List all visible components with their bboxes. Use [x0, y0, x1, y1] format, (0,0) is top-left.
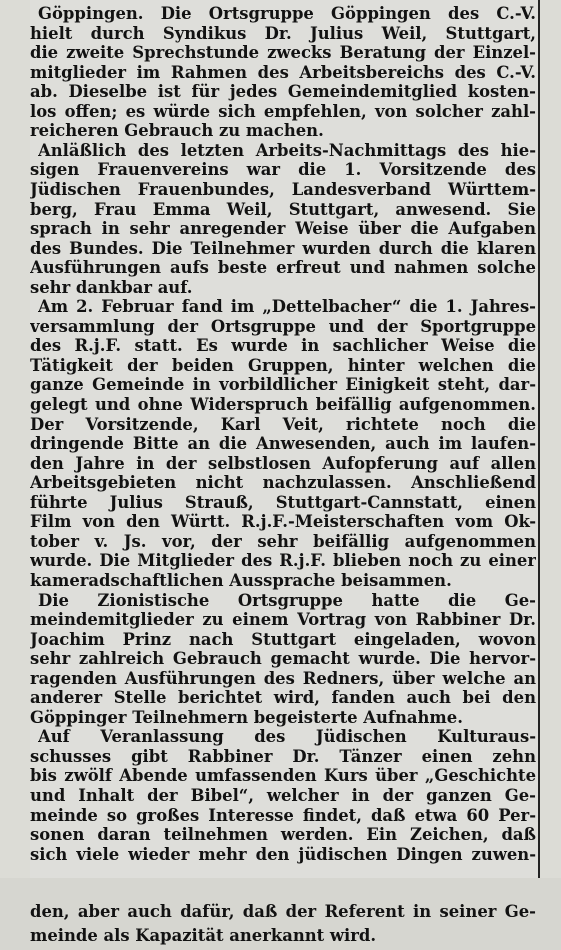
article-line: Die Zionistische Ortsgruppe hatte die Ge- [38, 590, 536, 610]
article-line: Göppingen. Die Ortsgruppe Göppingen des C.-V. [38, 4, 536, 23]
article-line: sehr zahlreich Gebrauch gemacht wurde. Die hervor- [30, 649, 536, 669]
article-line: reicheren Gebrauch zu machen. [30, 121, 324, 141]
article-column [30, 0, 538, 878]
article-line: sigen Frauenvereins war die 1. Vorsitzende des [30, 160, 536, 180]
article-line: tober v. Js. vor, der sehr beifällig aufgenommen [30, 531, 536, 551]
article-line: führte Julius Strauß, Stuttgart-Cannstatt, einen [30, 492, 536, 512]
article-line: und Inhalt der Bibel“, welcher in der ganzen Ge- [30, 786, 536, 805]
article-line: Jüdischen Frauenbundes, Landesverband Württem- [30, 179, 536, 199]
article-line: versammlung der Ortsgruppe und der Sportgruppe [30, 316, 536, 336]
article-line: sehr dankbar auf. [30, 277, 193, 297]
article-line: wurde. Die Mitglieder des R.j.F. blieben noch zu einer [30, 551, 536, 571]
article-line: Joachim Prinz nach Stuttgart eingeladen, wovon [30, 629, 536, 649]
article-line: meinde als Kapazität anerkannt wird. [30, 926, 377, 945]
article-line: den Jahre in der selbstlosen Aufopferung auf allen [30, 453, 536, 473]
article-line: los offen; es würde sich empfehlen, von solcher zahl- [30, 101, 536, 121]
article-line: sprach in sehr anregender Weise über die Aufgaben [30, 219, 536, 239]
article-line: ganze Gemeinde in vorbildlicher Einigkeit steht, dar- [30, 375, 536, 395]
article-line: dringende Bitte an die Anwesenden, auch im laufen- [30, 434, 536, 454]
article-continuation [0, 878, 561, 950]
article-line: Arbeitsgebieten nicht nachzulassen. Anschließend [30, 473, 536, 493]
article-line: ab. Dieselbe ist für jedes Gemeindemitglied kosten- [30, 82, 536, 102]
article-line: Der Vorsitzende, Karl Veit, richtete noch die [30, 414, 536, 434]
article-line: des R.j.F. statt. Es wurde in sachlicher Weise die [30, 336, 536, 356]
column-rule [538, 0, 540, 878]
article-line: meindemitglieder zu einem Vortrag von Rabbiner Dr. [30, 610, 536, 630]
article-line: kameradschaftlichen Aussprache beisammen. [30, 570, 452, 590]
article-line: ragenden Ausführungen des Redners, über welche an [30, 668, 536, 688]
article-line: Tätigkeit der beiden Gruppen, hinter welchen die [30, 355, 536, 375]
article-line: hielt durch Syndikus Dr. Julius Weil, Stuttgart, [30, 23, 536, 43]
article-line: die zweite Sprechstunde zwecks Beratung der Einzel- [30, 43, 536, 63]
article-line: des Bundes. Die Teilnehmer wurden durch die klaren [30, 238, 536, 258]
article-line: bis zwölf Abende umfassenden Kurs über „Geschichte [30, 766, 536, 786]
article-line: Auf Veranlassung des Jüdischen Kulturaus- [38, 727, 536, 747]
article-line: berg, Frau Emma Weil, Stuttgart, anwesend. Sie [30, 199, 536, 219]
article-line: Göppinger Teilnehmern begeisterte Aufnahme. [30, 707, 463, 727]
article-line: anderer Stelle berichtet wird, fanden auch bei den [30, 688, 536, 708]
article-line: sich viele wieder mehr den jüdischen Dingen zuwen- [30, 844, 536, 864]
article-line: den, aber auch dafür, daß der Referent in seiner Ge- [30, 902, 536, 921]
article-line: meinde so großes Interesse findet, daß etwa 60 Per- [30, 805, 536, 825]
article-line: schusses gibt Rabbiner Dr. Tänzer einen zehn [30, 746, 536, 766]
article-line: Am 2. Februar fand im „Dettelbacher“ die 1. Jahres- [38, 297, 536, 317]
article-line: gelegt und ohne Widerspruch beifällig aufgenommen. [30, 395, 536, 414]
article-line: Ausführungen aufs beste erfreut und nahmen solche [30, 258, 536, 278]
article-line: Film von den Württ. R.j.F.-Meisterschaften vom Ok- [30, 512, 536, 532]
article-line: Anläßlich des letzten Arbeits-Nachmittags des hie- [38, 140, 536, 160]
article-line: sonen daran teilnehmen werden. Ein Zeichen, daß [30, 825, 536, 845]
article-line: mitglieder im Rahmen des Arbeitsbereichs des C.-V. [30, 62, 536, 82]
